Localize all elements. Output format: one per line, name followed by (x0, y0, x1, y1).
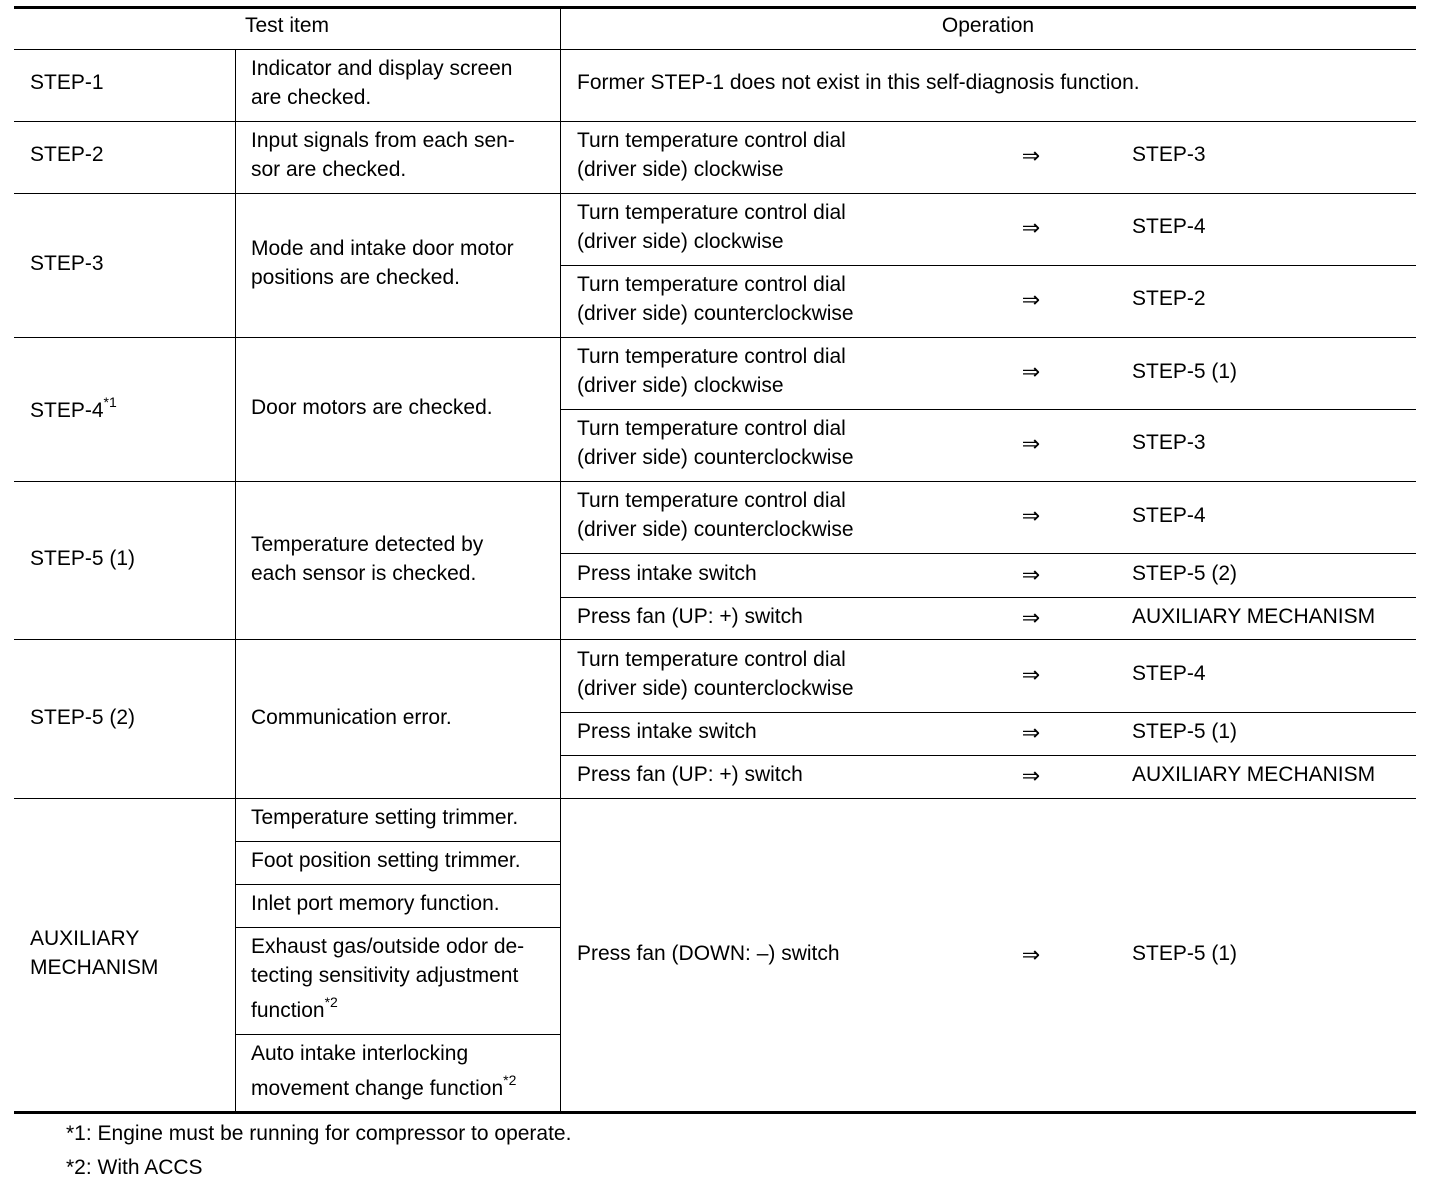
operation-text: Press fan (UP: +) switch (577, 763, 803, 786)
sub-row-divider (560, 553, 1416, 554)
operation-text: Turn temperature control dial (577, 345, 846, 368)
operation-text: (driver side) clockwise (577, 374, 784, 397)
step-label: STEP-5 (2) (30, 706, 136, 729)
aux-item-text: Inlet port memory function. (251, 892, 500, 915)
test-item-text: Input signals from each sen- (251, 129, 515, 152)
header-divider (14, 49, 1416, 50)
operation-text: Press fan (UP: +) switch (577, 605, 803, 628)
sub-row-divider (560, 265, 1416, 266)
step-label: STEP-4$^{*1}$ (30, 394, 117, 422)
arrow-icon: ⇒ (1021, 215, 1041, 240)
column-divider (235, 49, 236, 1111)
arrow-icon: ⇒ (1021, 605, 1041, 630)
test-item-text: are checked. (251, 86, 372, 109)
target-step: STEP-3 (1132, 143, 1206, 166)
target-step: STEP-5 (1) (1132, 942, 1238, 965)
target-step: AUXILIARY MECHANISM (1132, 763, 1376, 786)
arrow-icon: ⇒ (1021, 942, 1041, 967)
operation-text: Press fan (DOWN: –) switch (577, 942, 840, 965)
operation-text: Turn temperature control dial (577, 273, 846, 296)
test-item-text: positions are checked. (251, 266, 460, 289)
row-divider (14, 193, 1416, 194)
operation-text: (driver side) counterclockwise (577, 518, 854, 541)
operation-text: Turn temperature control dial (577, 129, 846, 152)
target-step: STEP-3 (1132, 431, 1206, 454)
table-bottom-border (14, 1111, 1416, 1114)
test-item-text: sor are checked. (251, 158, 407, 181)
target-step: STEP-5 (1) (1132, 360, 1238, 383)
table-top-border (14, 6, 1416, 9)
operation-text: (driver side) counterclockwise (577, 677, 854, 700)
arrow-icon: ⇒ (1021, 143, 1041, 168)
row-divider (14, 337, 1416, 338)
row-divider (14, 121, 1416, 122)
header-test-item: Test item (244, 14, 330, 37)
test-item-text: Temperature detected by (251, 533, 484, 556)
footnote: *1: Engine must be running for compressor to operate. (66, 1122, 572, 1145)
target-step: STEP-4 (1132, 504, 1206, 527)
aux-item-divider (235, 927, 560, 928)
arrow-icon: ⇒ (1021, 287, 1041, 312)
arrow-icon: ⇒ (1021, 431, 1041, 456)
sub-row-divider (560, 409, 1416, 410)
footnote-ref: *2 (324, 994, 338, 1010)
arrow-icon: ⇒ (1021, 763, 1041, 788)
aux-item-divider (235, 841, 560, 842)
operation-text: (driver side) counterclockwise (577, 446, 854, 469)
aux-item-text: Foot position setting trimmer. (251, 849, 521, 872)
step-label: STEP-2 (30, 143, 104, 166)
arrow-icon: ⇒ (1021, 562, 1041, 587)
row-divider (14, 481, 1416, 482)
aux-item-divider (235, 1034, 560, 1035)
target-step: STEP-4 (1132, 662, 1206, 685)
header-operation: Operation (941, 14, 1035, 37)
operation-text: Former STEP-1 does not exist in this self-diagnosis function. (577, 71, 1140, 94)
operation-text: (driver side) clockwise (577, 158, 784, 181)
footnote: *2: With ACCS (66, 1156, 203, 1179)
aux-item-text: function$^{*2}$ (251, 994, 338, 1022)
arrow-icon: ⇒ (1021, 503, 1041, 528)
footnote-ref: *1 (103, 394, 117, 410)
operation-text: Press intake switch (577, 562, 757, 585)
arrow-icon: ⇒ (1021, 359, 1041, 384)
step-label: STEP-5 (1) (30, 547, 136, 570)
operation-text: Turn temperature control dial (577, 417, 846, 440)
operation-text: Turn temperature control dial (577, 489, 846, 512)
sub-row-divider (560, 755, 1416, 756)
operation-text: Turn temperature control dial (577, 201, 846, 224)
arrow-icon: ⇒ (1021, 720, 1041, 745)
aux-item-text: movement change function$^{*2}$ (251, 1072, 517, 1100)
arrow-icon: ⇒ (1021, 662, 1041, 687)
target-step: STEP-5 (2) (1132, 562, 1238, 585)
row-divider (14, 639, 1416, 640)
step-label: MECHANISM (30, 956, 159, 979)
operation-text: (driver side) counterclockwise (577, 302, 854, 325)
aux-item-divider (235, 884, 560, 885)
step-label: STEP-3 (30, 252, 104, 275)
step-label: AUXILIARY (30, 927, 140, 950)
operation-text: Turn temperature control dial (577, 648, 846, 671)
step-label: STEP-1 (30, 71, 104, 94)
test-item-text: each sensor is checked. (251, 562, 477, 585)
operation-text: Press intake switch (577, 720, 757, 743)
column-divider (560, 6, 561, 1111)
test-item-text: Indicator and display screen (251, 57, 513, 80)
sub-row-divider (560, 597, 1416, 598)
target-step: STEP-2 (1132, 287, 1206, 310)
test-item-text: Mode and intake door motor (251, 237, 514, 260)
operation-text: (driver side) clockwise (577, 230, 784, 253)
row-divider (14, 798, 1416, 799)
target-step: AUXILIARY MECHANISM (1132, 605, 1376, 628)
aux-item-text: Temperature setting trimmer. (251, 806, 519, 829)
test-item-text: Door motors are checked. (251, 396, 493, 419)
aux-item-text: Auto intake interlocking (251, 1042, 469, 1065)
test-item-text: Communication error. (251, 706, 452, 729)
aux-item-text: Exhaust gas/outside odor de- (251, 935, 525, 958)
target-step: STEP-4 (1132, 215, 1206, 238)
aux-item-text: tecting sensitivity adjustment (251, 964, 519, 987)
sub-row-divider (560, 712, 1416, 713)
target-step: STEP-5 (1) (1132, 720, 1238, 743)
footnote-ref: *2 (503, 1072, 517, 1088)
